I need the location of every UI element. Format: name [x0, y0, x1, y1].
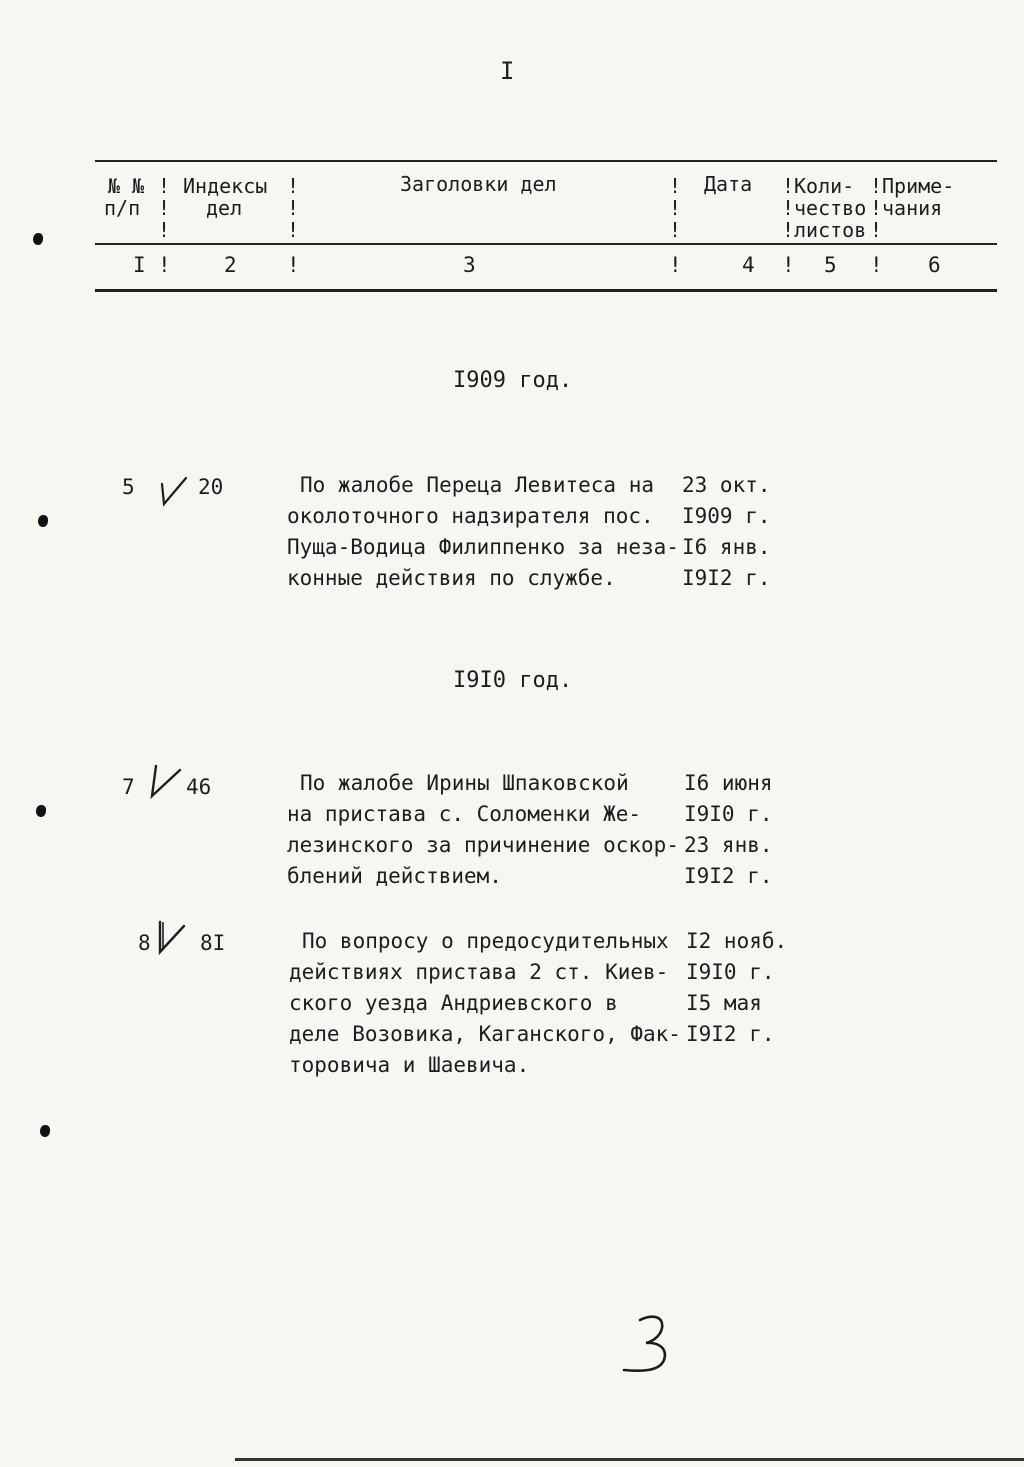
header-separator: ! — [287, 253, 300, 277]
header-separator: ! — [870, 196, 883, 220]
header-separator: ! — [782, 196, 795, 220]
header-col6-line2: чания — [882, 196, 943, 220]
punch-hole-mark — [36, 805, 46, 817]
entry-date-line: I9I0 г. — [686, 960, 775, 984]
entry-date-line: I9I2 г. — [684, 864, 773, 888]
column-number-6: 6 — [928, 253, 941, 277]
header-col5-line2: чество — [794, 196, 867, 220]
page-number: I — [500, 57, 515, 85]
header-separator: ! — [669, 218, 682, 242]
entry-index: 20 — [198, 475, 224, 499]
header-col5-line1: Коли- — [794, 174, 855, 198]
entry-index: 8I — [200, 931, 226, 955]
header-separator: ! — [782, 253, 795, 277]
punch-hole-mark — [33, 233, 43, 245]
entry-date-line: I5 мая — [686, 991, 762, 1015]
entry-title-line: действиях пристава 2 ст. Киев- — [289, 960, 669, 984]
entry-title-line: на пристава с. Соломенки Же- — [287, 802, 642, 826]
entry-title-line: лезинского за причинение оскор- — [287, 833, 679, 857]
header-col1-line2: п/п — [104, 196, 141, 220]
section-year-heading: I909 год. — [453, 368, 573, 393]
header-separator: ! — [870, 253, 883, 277]
entry-title-line: деле Возовика, Каганского, Фак- — [289, 1022, 681, 1046]
header-col2-line1: Индексы — [183, 174, 268, 198]
check-mark-icon — [146, 760, 186, 804]
header-middle-rule — [95, 243, 997, 245]
header-col2-line2: дел — [206, 196, 243, 220]
header-separator: ! — [287, 218, 300, 242]
header-separator: ! — [158, 253, 171, 277]
header-col1-line1: № № — [108, 174, 145, 198]
punch-hole-mark — [38, 515, 48, 527]
entry-title-line: По жалобе Ирины Шпаковской — [300, 771, 629, 795]
header-separator: ! — [870, 174, 883, 198]
header-separator: ! — [782, 174, 795, 198]
header-separator: ! — [669, 253, 682, 277]
entry-date-line: I9I0 г. — [684, 802, 773, 826]
entry-number: 8 — [138, 931, 151, 955]
header-separator: ! — [782, 218, 795, 242]
column-number-3: 3 — [463, 253, 476, 277]
entry-title-line: конные действия по службе. — [287, 566, 616, 590]
entry-date-line: I2 нояб. — [686, 929, 788, 953]
header-separator: ! — [158, 218, 171, 242]
header-separator: ! — [669, 196, 682, 220]
entry-title-line: Пуща-Водица Филиппенко за неза- — [287, 535, 679, 559]
column-number-2: 2 — [224, 253, 237, 277]
page-bottom-edge — [235, 1458, 1024, 1461]
entry-number: 7 — [122, 775, 135, 799]
header-separator: ! — [287, 174, 300, 198]
column-number-5: 5 — [824, 253, 837, 277]
entry-title-line: ского уезда Андриевского в — [289, 991, 618, 1015]
entry-date-line: 23 окт. — [682, 473, 771, 497]
header-top-rule — [95, 160, 997, 162]
header-bottom-rule — [95, 289, 997, 292]
entry-index: 46 — [186, 775, 212, 799]
column-number-4: 4 — [742, 253, 755, 277]
entry-title-line: По жалобе Переца Левитеса на — [300, 473, 655, 497]
punch-hole-mark — [40, 1125, 50, 1137]
entry-number: 5 — [122, 475, 135, 499]
header-col5-line3: листов — [794, 218, 867, 242]
header-separator: ! — [158, 174, 171, 198]
check-mark-icon — [158, 470, 190, 510]
entry-title-line: По вопросу о предосудительных — [302, 929, 669, 953]
check-mark-icon — [154, 918, 190, 960]
entry-date-line: I9I2 г. — [682, 566, 771, 590]
header-separator: ! — [870, 218, 883, 242]
header-col3: Заголовки дел — [400, 172, 557, 196]
entry-date-line: 23 янв. — [684, 833, 773, 857]
entry-date-line: I6 июня — [684, 771, 773, 795]
header-col6-line1: Приме- — [882, 174, 955, 198]
entry-title-line: околоточного надзирателя пос. — [287, 504, 654, 528]
handwritten-folio-number — [618, 1312, 680, 1378]
entry-date-line: I9I2 г. — [686, 1022, 775, 1046]
section-year-heading: I9I0 год. — [453, 668, 573, 693]
entry-title-line: торовича и Шаевича. — [289, 1053, 530, 1077]
header-separator: ! — [669, 174, 682, 198]
header-separator: ! — [287, 196, 300, 220]
header-col4: Дата — [704, 172, 753, 196]
entry-title-line: блений действием. — [287, 864, 502, 888]
entry-date-line: I909 г. — [682, 504, 771, 528]
header-separator: ! — [158, 196, 171, 220]
entry-date-line: I6 янв. — [682, 535, 771, 559]
column-number-1: I — [133, 253, 146, 277]
